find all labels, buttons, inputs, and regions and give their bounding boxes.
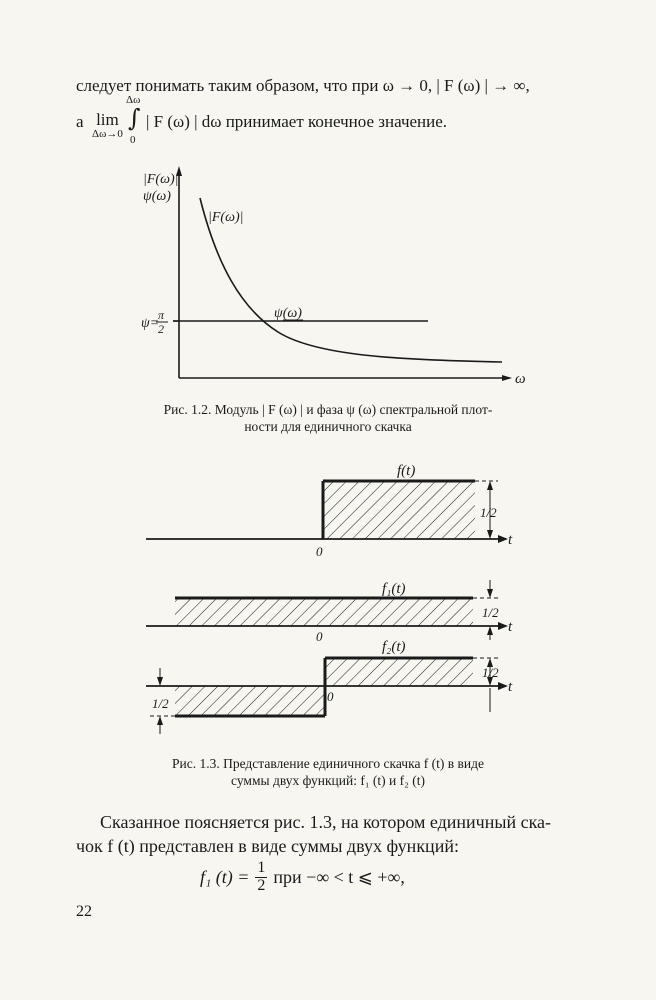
limit-subscript: Δω→0 (92, 128, 123, 141)
caption-line: Рис. 1.3. Представление единичного скачка f (t) в виде (171, 756, 485, 771)
dimension-arrow (487, 530, 493, 539)
lower-negative-half-label: 1/2 (152, 696, 169, 711)
dimension-arrow (487, 626, 493, 635)
text-line: следует понимать таким образом, что при ω → 0, | F (ω) | → ∞, (76, 76, 530, 95)
top-zero-label: 0 (316, 544, 323, 559)
formula-lhs: f₁ (t) = (200, 866, 250, 887)
caption-line: Рис. 1.2. Модуль | F (ω) | и фаза ψ (ω) спектральной плот- (163, 402, 493, 417)
figure-1-3-caption (0, 756, 656, 790)
top-t-label: t (508, 532, 513, 548)
top-function-label: f(t) (397, 463, 416, 479)
y-label-modulus: |F(ω)| (143, 172, 179, 187)
dimension-arrow (157, 677, 163, 686)
step-hatched-area (323, 481, 475, 539)
y-label-phase: ψ(ω) (143, 189, 171, 204)
integral-upper-bound: Δω (126, 94, 141, 106)
phase-level-numerator: π (158, 308, 165, 322)
caption-line: суммы двух функций: f₁ (t) и f₂ (t) (231, 772, 425, 788)
time-axis-arrow (498, 682, 508, 690)
integral-sign: ∫ (128, 104, 141, 132)
middle-zero-label: 0 (316, 629, 323, 644)
formula-denominator: 2 (257, 876, 266, 894)
formula-fraction (255, 860, 267, 895)
x-label-omega: ω (515, 371, 526, 387)
curve-label: |F(ω)| (208, 210, 244, 225)
limit-word: lim (96, 110, 119, 129)
caption-line: ности для единичного скачка (244, 418, 412, 434)
top-half-label: 1/2 (480, 505, 497, 520)
phase-label: ψ(ω) (274, 306, 302, 321)
text-fragment: а (76, 112, 84, 131)
f1-hatched-area (175, 598, 473, 626)
formula (200, 860, 405, 895)
middle-function-label: f₁(t) (382, 581, 406, 597)
phase-level-label: ψ= (141, 316, 160, 331)
phase-level-denominator: 2 (158, 322, 164, 336)
text-line: чок f (t) представлен в виде суммы двух функций: (76, 836, 459, 856)
lower-function-label: f₂(t) (382, 639, 406, 655)
text-fragment: | F (ω) | dω принимает конечное значение. (146, 112, 448, 131)
lower-half-label: 1/2 (482, 665, 499, 680)
integral-lower-bound: 0 (130, 134, 136, 146)
dimension-arrow (487, 481, 493, 490)
f2-positive-hatched-area (325, 658, 473, 686)
f2-negative-hatched-area (175, 686, 325, 716)
middle-half-label: 1/2 (482, 605, 499, 620)
middle-t-label: t (508, 619, 513, 635)
dimension-arrow (487, 589, 493, 598)
dimension-arrow (157, 716, 163, 725)
time-axis-arrow (498, 535, 508, 543)
formula-numerator: 1 (257, 859, 266, 876)
lower-t-label: t (508, 679, 513, 695)
page-number: 22 (76, 903, 92, 920)
time-axis-arrow (498, 622, 508, 630)
formula-rhs: при −∞ < t ⩽ +∞, (273, 866, 405, 887)
lower-zero-label: 0 (327, 689, 334, 704)
text-line: Сказанное поясняется рис. 1.3, на котором единичный ска- (100, 812, 552, 832)
